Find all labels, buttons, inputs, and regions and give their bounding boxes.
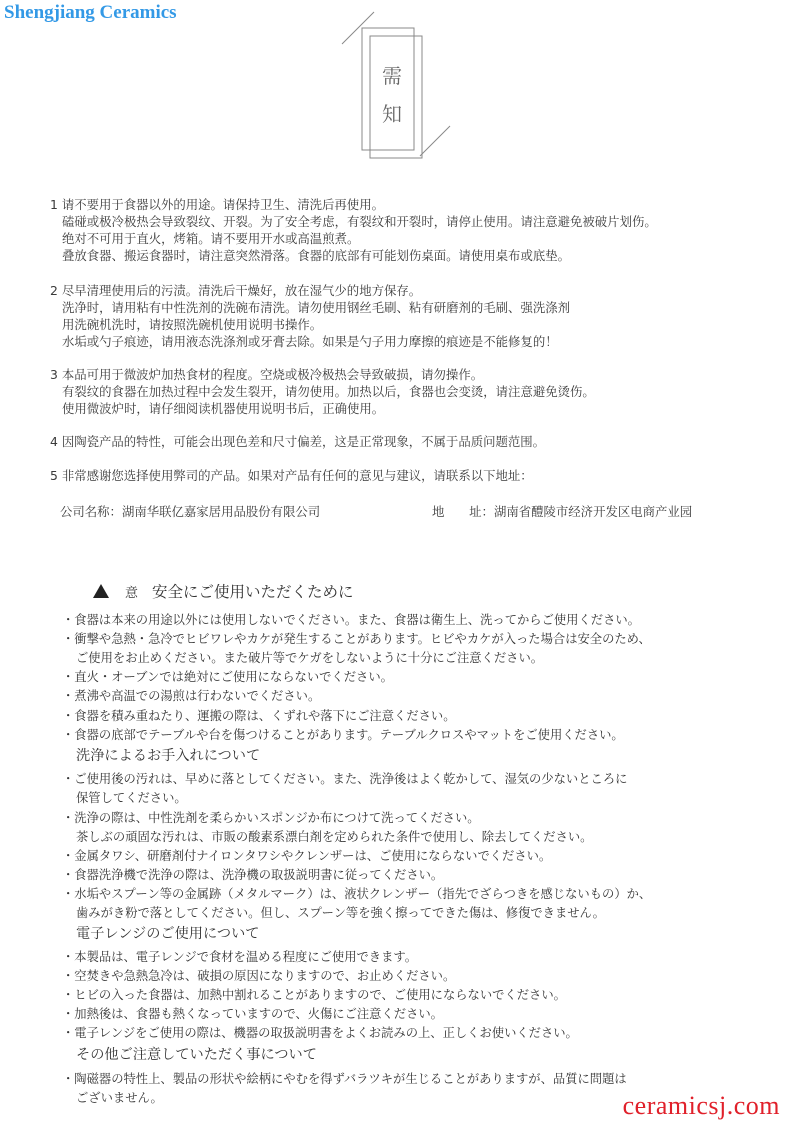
jp-care-line: ・水垢やスプーン等の金属跡（メタルマーク）は、液状クレンザー（指先でざらつきを感じないもの）か、	[62, 887, 652, 901]
address-row	[432, 502, 692, 520]
jp-safety-line: ・衝撃や急熱・急冷でヒビワレやカケが発生することがあります。ヒビやカケが入った場合は安全のため、	[62, 632, 651, 646]
notice-char-2: 知	[382, 102, 402, 126]
jp-safety-line: ・食器の底部でテーブルや台を傷つけることがあります。テーブルクロスやマットをご使用ください。	[62, 728, 624, 742]
jp-microwave-line: ・空焚きや急熱急冷は、破損の原因になりますので、お止めください。	[62, 969, 456, 983]
cn-item-2-title: 2 尽早清理使用后的污渍。清洗后干燥好，放在湿气少的地方保存。	[50, 283, 422, 298]
jp-care-line: ・金属タワシ、研磨剤付ナイロンタワシやクレンザーは、ご使用にならないでください。	[62, 849, 552, 863]
warning-triangle-icon	[93, 584, 109, 598]
jp-care-line: ・ご使用後の汚れは、早めに落としてください。また、洗浄後はよく乾かして、湿気の少ないところに	[62, 772, 628, 786]
cn-item-2-line: 水垢或勺子痕迹，请用液态洗涤剂或牙膏去除。如果是勺子用力摩擦的痕迹是不能修复的！	[62, 334, 558, 349]
jp-care-line: ・食器洗浄機で洗浄の際は、洗浄機の取扱説明書に従ってください。	[62, 868, 444, 882]
jp-safety-line: ・食器を積み重ねたり、運搬の際は、くずれや落下にご注意ください。	[62, 709, 456, 723]
company-name-row	[60, 502, 320, 520]
company-name-value: 湖南华联亿嘉家居用品股份有限公司	[121, 504, 321, 519]
jp-other-heading: その他ご注意していただく事について	[76, 1047, 317, 1063]
jp-heading-text: 安全にご使用いただくために	[152, 583, 354, 601]
company-name-label: 公司名称：	[60, 504, 122, 519]
brand-logo-text: Shengjiang Ceramics	[4, 2, 177, 23]
jp-microwave-heading: 電子レンジのご使用について	[76, 926, 260, 942]
jp-other-line: ・陶磁器の特性上、製品の形状や絵柄にやむを得ずバラツキが生じることがありますが、品質に問題は	[62, 1072, 627, 1086]
jp-safety-heading	[93, 580, 354, 602]
jp-heading-small: 意	[125, 586, 139, 601]
jp-microwave-line: ・本製品は、電子レンジで食材を温める程度にご使用できます。	[62, 950, 418, 964]
notice-char-1: 需	[382, 64, 402, 88]
jp-safety-line: ・煮沸や高温での湯煎は行わないでください。	[62, 689, 321, 703]
jp-care-heading: 洗浄によるお手入れについて	[76, 748, 261, 764]
cn-item-3-title: 3 本品可用于微波炉加热食材的程度。空烧或极冷极热会导致破损，请勿操作。	[50, 367, 484, 382]
jp-care-line: 保管してください。	[76, 791, 187, 805]
jp-care-line: ・洗浄の際は、中性洗剤を柔らかいスポンジか布につけて洗ってください。	[62, 811, 480, 825]
jp-microwave-line: ・加熱後は、食器も熱くなっていますので、火傷にご注意ください。	[62, 1007, 443, 1021]
jp-safety-line: ご使用をお止めください。また破片等でケガをしないように十分にご注意ください。	[76, 651, 544, 665]
address-value: 湖南省醴陵市经济开发区电商产业园	[493, 504, 693, 519]
cn-item-2-line: 用洗碗机洗时，请按照洗碗机使用说明书操作。	[62, 317, 323, 332]
cn-item-1	[50, 196, 657, 264]
cn-item-1-line: 绝对不可用于直火，烤箱。请不要用开水或高温煎煮。	[62, 231, 360, 246]
jp-microwave-line: ・ヒビの入った食器は、加熱中割れることがありますので、ご使用にならないでください。	[62, 988, 566, 1002]
cn-item-3-line: 使用微波炉时，请仔细阅读机器使用说明书后，正确使用。	[62, 401, 385, 416]
cn-item-2-line: 洗净时，请用粘有中性洗剂的洗碗布清洗。请勿使用钢丝毛刷、粘有研磨剂的毛刷、强洗涤剂	[62, 300, 571, 315]
cn-item-1-title: 1 请不要用于食器以外的用途。请保持卫生、清洗后再使用。	[50, 197, 384, 212]
jp-safety-line: ・直火・オーブンでは絶対にご使用にならないでください。	[62, 670, 393, 684]
jp-microwave-line: ・電子レンジをご使用の際は、機器の取扱説明書をよくお読みの上、正しくお使いください。	[62, 1026, 578, 1040]
jp-other-line: ございません。	[76, 1091, 163, 1105]
jp-care-line: 歯みがき粉で落としてください。但し、スプーン等を強く擦ってできた傷は、修復できません。	[76, 906, 605, 920]
jp-safety-line: ・食器は本来の用途以外には使用しないでください。また、食器は衛生上、洗ってからご使用ください。	[62, 613, 640, 627]
notice-emblem	[340, 10, 452, 160]
cn-item-3	[50, 366, 595, 417]
cn-item-4: 4 因陶瓷产品的特性，可能会出现色差和尺寸偏差，这是正常现象，不属于品质问题范围。	[50, 434, 546, 449]
watermark-text: ceramicsj.com	[622, 1091, 780, 1120]
cn-item-5: 5 非常感谢您选择使用弊司的产品。如果对产品有任何的意见与建议，请联系以下地址：	[50, 468, 533, 483]
cn-item-1-line: 磕碰或极冷极热会导致裂纹、开裂。为了安全考虑，有裂纹和开裂时，请停止使用。请注意避免被破片划伤。	[62, 214, 657, 229]
jp-care-line: 茶しぶの頑固な汚れは、市販の酸素系漂白剤を定められた条件で使用し、除去してください。	[76, 830, 593, 844]
address-label: 地 址：	[432, 504, 494, 519]
cn-item-1-line: 叠放食器、搬运食器时，请注意突然滑落。食器的底部有可能划伤桌面。请使用桌布或底垫。	[62, 248, 571, 263]
cn-item-2	[50, 282, 570, 350]
cn-item-3-line: 有裂纹的食器在加热过程中会发生裂开，请勿使用。加热以后，食器也会变烫，请注意避免烫伤。	[62, 384, 595, 399]
